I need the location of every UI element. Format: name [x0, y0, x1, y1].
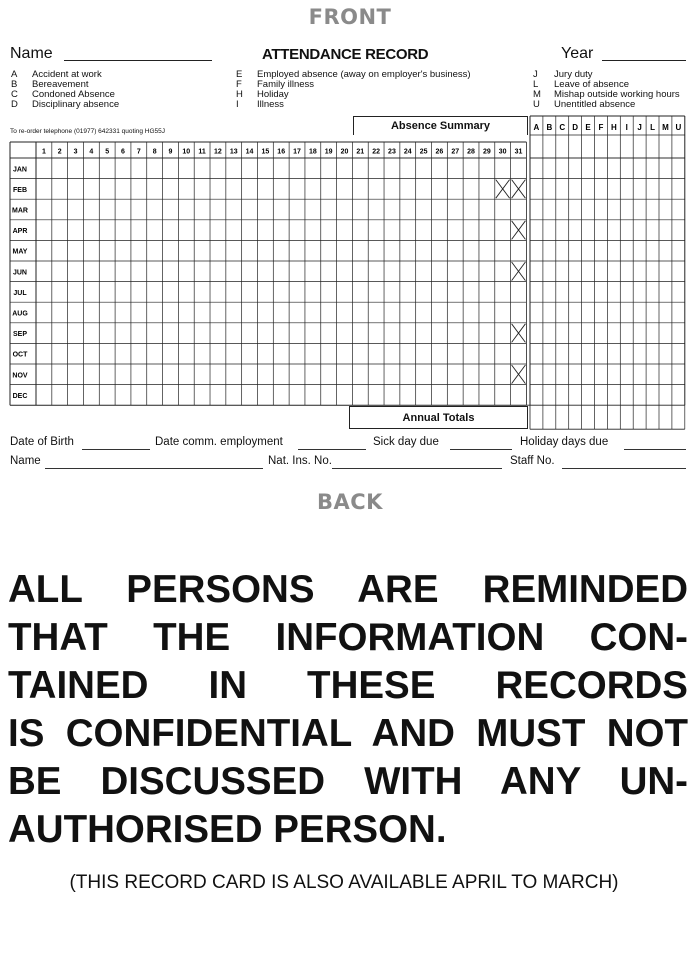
day-header: 7	[136, 148, 141, 156]
day-header: 30	[498, 148, 507, 156]
month-label: OCT	[12, 351, 28, 359]
summary-column-header: L	[650, 123, 655, 132]
month-label: JUL	[13, 289, 27, 297]
month-label: JUN	[12, 269, 28, 277]
day-header: 10	[182, 148, 191, 156]
month-label: JAN	[12, 166, 28, 174]
month-label: NOV	[12, 372, 28, 380]
back-title: BACK	[317, 490, 383, 514]
day-header: 4	[89, 148, 94, 156]
day-header: 29	[482, 148, 491, 156]
day-header: 24	[403, 148, 412, 156]
summary-column-header: E	[585, 123, 591, 132]
day-header: 16	[277, 148, 286, 156]
notice-line: ALL PERSONS ARE REMINDED	[8, 568, 688, 611]
code-item: C Condoned Absence	[11, 89, 115, 100]
day-header: 27	[451, 148, 460, 156]
day-header: 2	[57, 148, 62, 156]
code-item: U Unentitled absence	[533, 99, 636, 110]
staff-label: Staff No.	[510, 455, 555, 467]
code-item: L Leave of absence	[533, 79, 630, 90]
name-label: Name	[10, 45, 53, 62]
nat-ins-field[interactable]	[332, 468, 502, 469]
summary-column-header: B	[546, 123, 553, 132]
summary-column-header: I	[625, 123, 628, 132]
day-header: 21	[356, 148, 365, 156]
code-item: H Holiday	[236, 89, 289, 100]
day-header: 1	[41, 148, 46, 156]
day-header: 9	[168, 148, 173, 156]
annual-totals-label: Annual Totals	[349, 406, 528, 429]
day-header: 19	[324, 148, 333, 156]
month-label: APR	[12, 228, 28, 236]
name-footer-label: Name	[10, 455, 41, 467]
availability-note: (THIS RECORD CARD IS ALSO AVAILABLE APRIL TO MARCH)	[69, 872, 619, 893]
day-header: 8	[152, 148, 157, 156]
code-item: F Family illness	[236, 79, 315, 90]
record-title: ATTENDANCE RECORD	[262, 46, 429, 63]
summary-column-header: C	[559, 123, 566, 132]
day-header: 26	[435, 148, 444, 156]
code-item: I Illness	[236, 99, 284, 110]
summary-column-header: H	[610, 123, 617, 132]
reorder-text: To re-order telephone (01977) 642331 quoting HG55J	[10, 128, 166, 135]
absence-summary-label: Absence Summary	[353, 116, 528, 135]
month-label: SEP	[12, 331, 28, 339]
day-header: 5	[105, 148, 110, 156]
day-header: 25	[419, 148, 428, 156]
name-footer-field[interactable]	[45, 468, 263, 469]
attendance-grid[interactable]	[0, 0, 700, 440]
day-header: 20	[340, 148, 349, 156]
holiday-label: Holiday days due	[520, 436, 609, 448]
staff-field[interactable]	[562, 468, 686, 469]
day-header: 11	[198, 148, 206, 156]
month-label: FEB	[13, 186, 27, 194]
sick-field[interactable]	[450, 449, 512, 450]
year-label: Year	[561, 45, 594, 62]
notice-line: BE DISCUSSED WITH ANY UN-	[8, 760, 688, 803]
notice-line: TAINED IN THESE RECORDS	[8, 664, 688, 707]
day-header: 14	[245, 148, 254, 156]
notice-line: IS CONFIDENTIAL AND MUST NOT	[8, 712, 688, 755]
month-label: MAY	[12, 248, 28, 256]
confidentiality-notice	[8, 566, 688, 854]
summary-column-header: J	[637, 123, 642, 132]
day-header: 3	[73, 148, 78, 156]
day-header: 22	[372, 148, 381, 156]
code-item: M Mishap outside working hours	[533, 89, 680, 100]
summary-column-header: A	[533, 123, 540, 132]
day-header: 31	[514, 148, 523, 156]
summary-column-header: F	[598, 123, 604, 132]
code-item: E Employed absence (away on employer's business)	[236, 69, 471, 80]
day-header: 6	[121, 148, 125, 156]
code-item: D Disciplinary absence	[11, 99, 120, 110]
day-header: 17	[293, 148, 301, 156]
month-label: AUG	[12, 310, 28, 318]
comm-label: Date comm. employment	[155, 436, 283, 448]
month-label: DEC	[12, 392, 28, 400]
front-title: FRONT	[308, 5, 392, 29]
dob-field[interactable]	[82, 449, 150, 450]
dob-label: Date of Birth	[10, 436, 74, 448]
code-item: A Accident at work	[11, 69, 102, 80]
holiday-field[interactable]	[624, 449, 686, 450]
month-label: MAR	[12, 207, 28, 215]
notice-line: AUTHORISED PERSON.	[8, 808, 447, 851]
summary-column-header: U	[675, 123, 682, 132]
day-header: 28	[467, 148, 475, 156]
notice-line: THAT THE INFORMATION CON-	[8, 616, 688, 659]
summary-column-header: M	[662, 123, 669, 132]
code-item: B Bereavement	[11, 79, 89, 90]
day-header: 15	[261, 148, 270, 156]
code-item: J Jury duty	[533, 69, 593, 80]
footer-row-1	[10, 436, 690, 454]
day-header: 23	[388, 148, 396, 156]
sick-label: Sick day due	[373, 436, 439, 448]
day-header: 13	[229, 148, 238, 156]
comm-field[interactable]	[298, 449, 366, 450]
day-header: 18	[308, 148, 317, 156]
nat-ins-label: Nat. Ins. No.	[268, 455, 332, 467]
day-header: 12	[214, 148, 222, 156]
footer-row-2	[10, 455, 690, 473]
summary-column-header: D	[572, 123, 579, 132]
